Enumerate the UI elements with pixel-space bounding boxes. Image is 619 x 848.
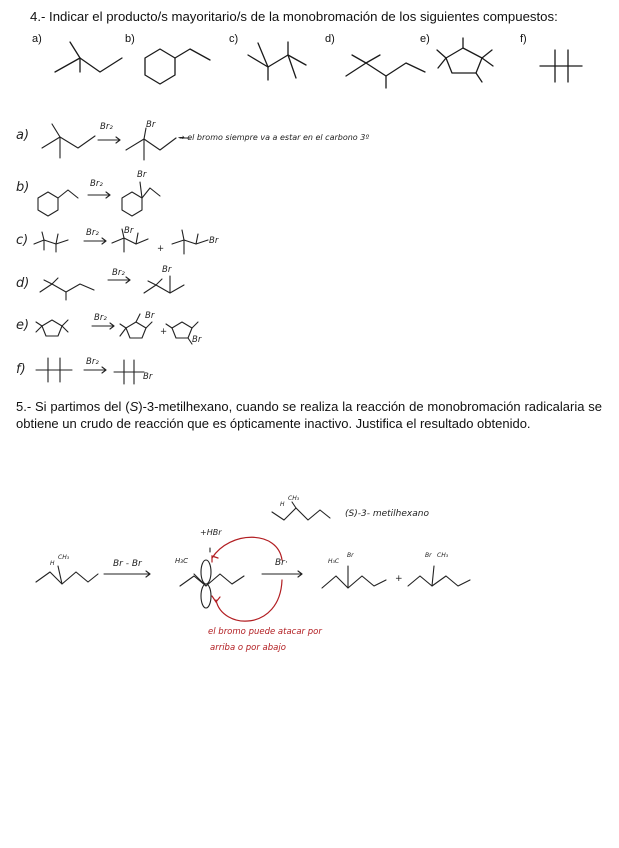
arrow-5-2	[262, 571, 302, 577]
reagent-b: Br₂	[90, 179, 103, 189]
note-a: → el bromo siempre va a estar en el carbono 3º	[178, 133, 370, 142]
ch3-prod2: CH₃	[437, 552, 449, 559]
answer-row-c: c)	[16, 233, 29, 248]
br-c2: Br	[209, 236, 219, 246]
reagent-d: Br₂	[112, 268, 125, 278]
q5-italic: S	[129, 399, 139, 414]
ch3-start: CH₃	[58, 554, 70, 561]
q5-after: )-3-metilhexano, cuando se realiza la reacción de monobromación radicalaria se obtiene un crudo de reacción que es ópticamente inactivo. Justifica el resultado obtenido.	[16, 399, 602, 431]
hbr-label: +HBr	[200, 528, 222, 537]
answer-row-d: d)	[16, 276, 30, 291]
answer-row-f: f)	[16, 362, 26, 377]
product-2	[408, 566, 470, 586]
option-a-label: a)	[32, 33, 42, 45]
red-note-line2: arriba o por abajo	[210, 643, 286, 653]
q5-before: 5.- Si partimos del (	[16, 399, 130, 414]
name-label: (S)-3- metilhexano	[345, 509, 429, 519]
arrow-5-1	[104, 571, 150, 577]
ref-molecule	[272, 502, 330, 520]
br-f: Br	[143, 372, 153, 382]
start-molecule	[36, 566, 98, 584]
h-top: H	[280, 501, 285, 508]
br-e1: Br	[145, 311, 155, 321]
answer-row-e: e)	[16, 318, 30, 333]
br-br-reagent: Br - Br	[113, 559, 142, 569]
h3c-prod1: H₃C	[328, 558, 340, 565]
br-d: Br	[162, 265, 172, 275]
br-prod1: Br	[347, 552, 354, 559]
br-prod2: Br	[425, 552, 432, 559]
attack-arrows	[212, 537, 282, 621]
br-radical: Br·	[275, 558, 288, 568]
question-4-title: 4.- Indicar el producto/s mayoritario/s de la monobromación de los siguientes compuestos:	[30, 9, 558, 24]
option-f-label: f)	[520, 33, 527, 45]
reagent-a: Br₂	[100, 122, 113, 132]
plus-c: +	[157, 244, 165, 254]
answer-row-a: a)	[16, 128, 30, 143]
br-e2: Br	[192, 335, 202, 345]
answer-row-b: b)	[16, 180, 30, 195]
plus-e: +	[160, 327, 168, 337]
reagent-e: Br₂	[94, 313, 107, 323]
h3c-radical: H₃C	[175, 557, 188, 565]
ch3-top: CH₃	[288, 495, 300, 502]
option-d-label: d)	[325, 33, 335, 45]
reagent-c: Br₂	[86, 228, 99, 238]
product-1	[322, 566, 386, 588]
br-a: Br	[146, 120, 156, 130]
reagent-f: Br₂	[86, 357, 99, 367]
option-e-label: e)	[420, 33, 430, 45]
h-start: H	[50, 560, 55, 567]
option-b-label: b)	[125, 33, 135, 45]
br-b: Br	[137, 170, 147, 180]
br-c1: Br	[124, 226, 134, 236]
red-note-line1: el bromo puede atacar por	[208, 627, 322, 637]
plus-5: +	[395, 574, 403, 584]
option-c-label: c)	[229, 33, 239, 45]
